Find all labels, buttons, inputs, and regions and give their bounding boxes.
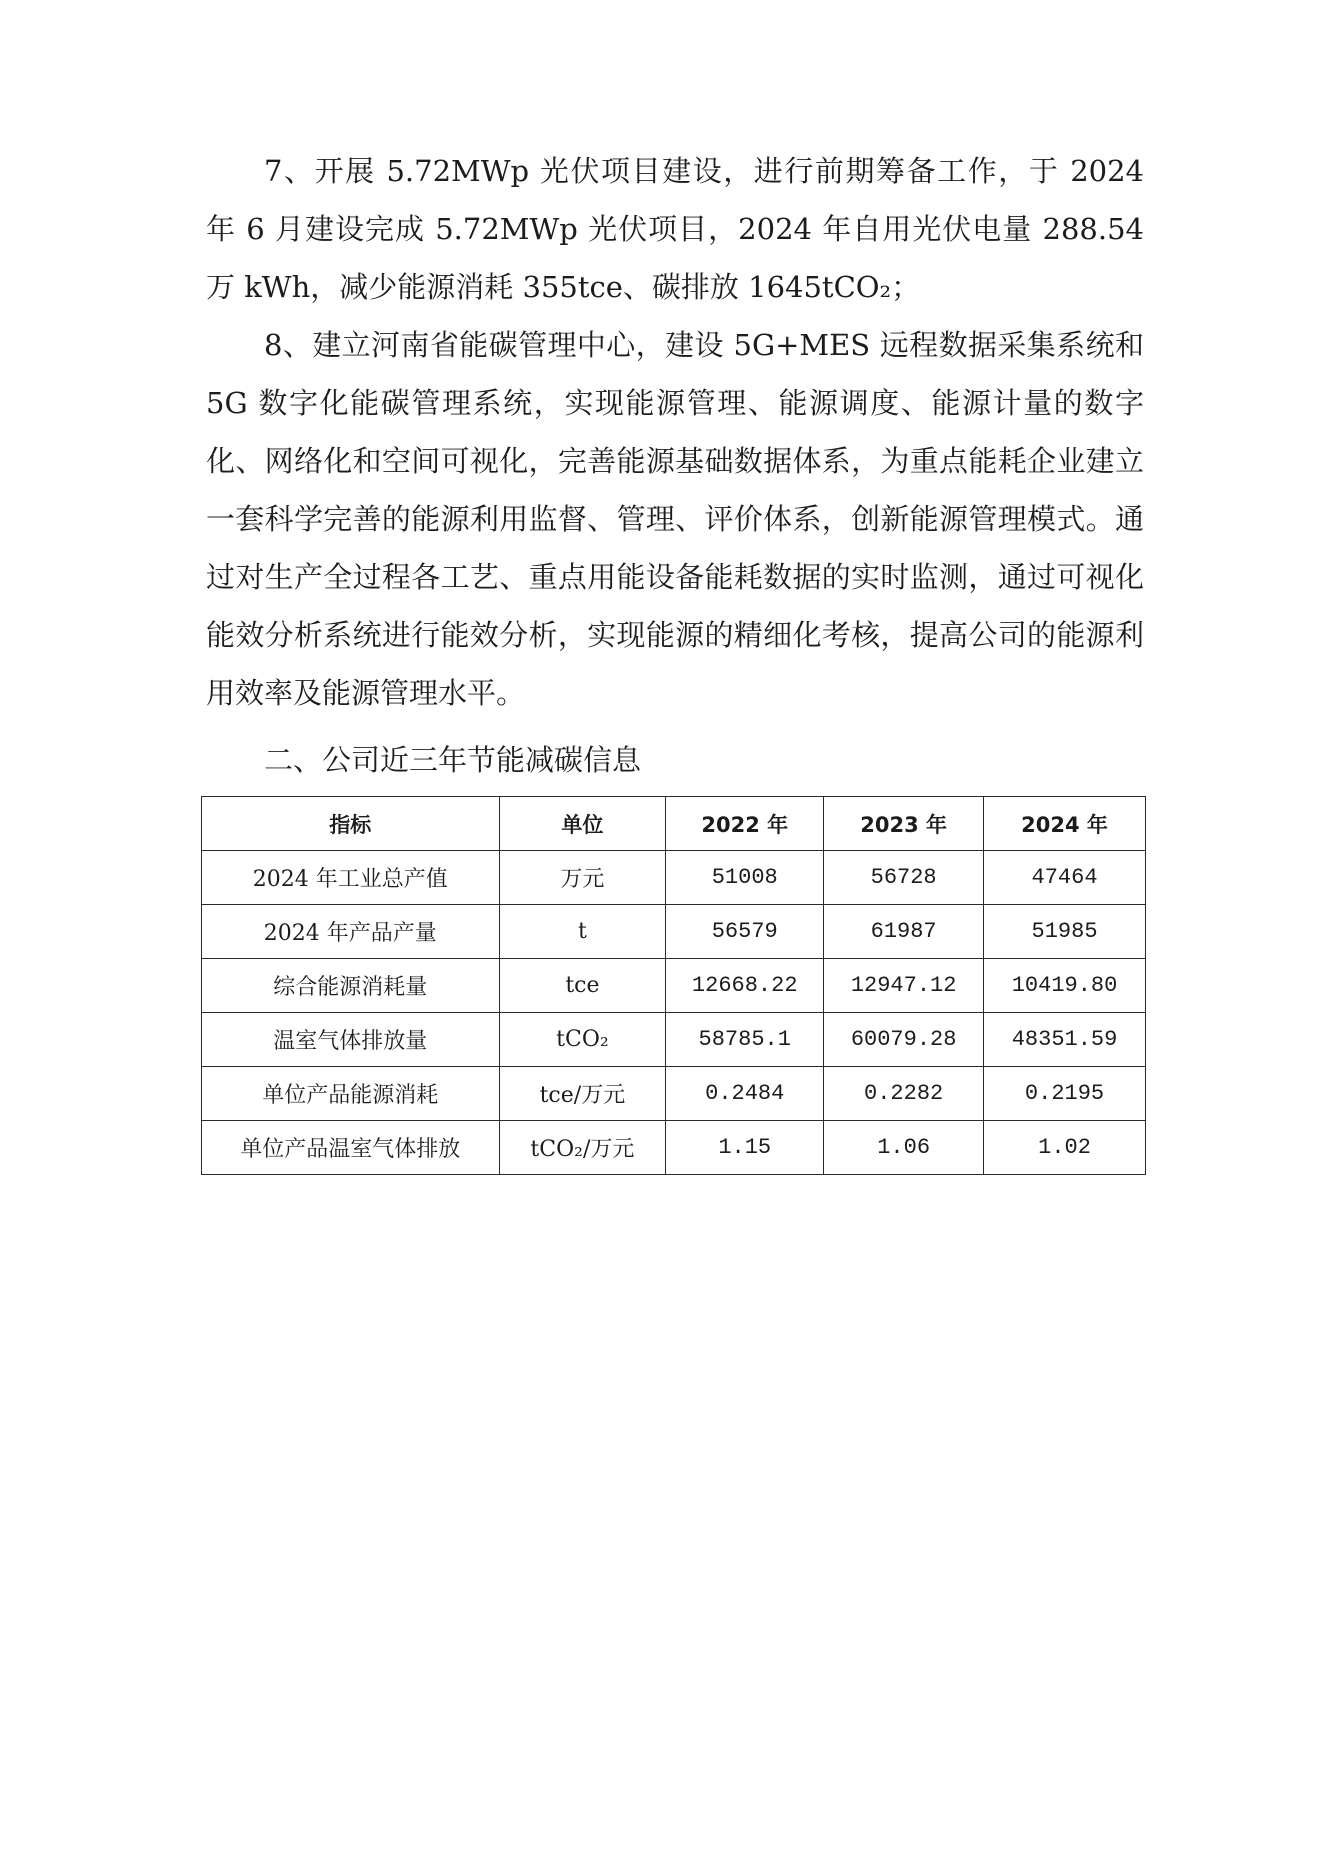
cell-unit: tce [499,959,666,1013]
cell-2022: 58785.1 [666,1013,824,1067]
header-unit: 单位 [499,797,666,851]
paragraph-item-7-text: 7、开展 5.72MWp 光伏项目建设，进行前期筹备工作，于 2024 年 6 月建设完成 5.72MWp 光伏项目，2024 年自用光伏电量 288.54 万 kWh，减少能源消耗 355tce、碳排放 1645tCO₂； [206,154,1144,304]
cell-2024: 51985 [984,905,1146,959]
table-row [202,1067,1146,1121]
section-heading: 二、公司近三年节能减碳信息 [264,743,642,777]
table-header-row [202,797,1146,851]
header-2024: 2024 年 [984,797,1146,851]
cell-indicator: 单位产品能源消耗 [202,1067,500,1121]
cell-unit: tce/万元 [499,1067,666,1121]
paragraph-item-7 [206,142,1144,316]
energy-carbon-table [201,796,1146,1175]
cell-2024: 0.2195 [984,1067,1146,1121]
paragraph-item-8-text: 8、建立河南省能碳管理中心，建设 5G+MES 远程数据采集系统和 5G 数字化能碳管理系统，实现能源管理、能源调度、能源计量的数字化、网络化和空间可视化，完善能源基础数据体系，为重点能耗企业建立一套科学完善的能源利用监督、管理、评价体系，创新能源管理模式。通过对生产全过程各工艺、重点用能设备能耗数据的实时监测，通过可视化能效分析系统进行能效分析，实现能源的精细化考核，提高公司的能源利用效率及能源管理水平。 [206,328,1144,710]
cell-indicator: 2024 年产品产量 [202,905,500,959]
cell-2024: 1.02 [984,1121,1146,1175]
cell-2022: 51008 [666,851,824,905]
cell-unit: 万元 [499,851,666,905]
cell-2023: 1.06 [824,1121,984,1175]
cell-2024: 10419.80 [984,959,1146,1013]
cell-2022: 12668.22 [666,959,824,1013]
cell-2022: 1.15 [666,1121,824,1175]
cell-2024: 48351.59 [984,1013,1146,1067]
cell-indicator: 2024 年工业总产值 [202,851,500,905]
header-indicator: 指标 [202,797,500,851]
table-row [202,851,1146,905]
table-row [202,905,1146,959]
cell-unit: tCO₂ [499,1013,666,1067]
table-row [202,1121,1146,1175]
header-2022: 2022 年 [666,797,824,851]
cell-2023: 56728 [824,851,984,905]
cell-2023: 61987 [824,905,984,959]
header-2023: 2023 年 [824,797,984,851]
table-row [202,959,1146,1013]
cell-2023: 12947.12 [824,959,984,1013]
paragraph-item-8 [206,316,1144,722]
cell-indicator: 单位产品温室气体排放 [202,1121,500,1175]
cell-2024: 47464 [984,851,1146,905]
cell-unit: t [499,905,666,959]
cell-2023: 0.2282 [824,1067,984,1121]
table-row [202,1013,1146,1067]
cell-2022: 0.2484 [666,1067,824,1121]
cell-indicator: 综合能源消耗量 [202,959,500,1013]
cell-2022: 56579 [666,905,824,959]
cell-unit: tCO₂/万元 [499,1121,666,1175]
cell-indicator: 温室气体排放量 [202,1013,500,1067]
cell-2023: 60079.28 [824,1013,984,1067]
